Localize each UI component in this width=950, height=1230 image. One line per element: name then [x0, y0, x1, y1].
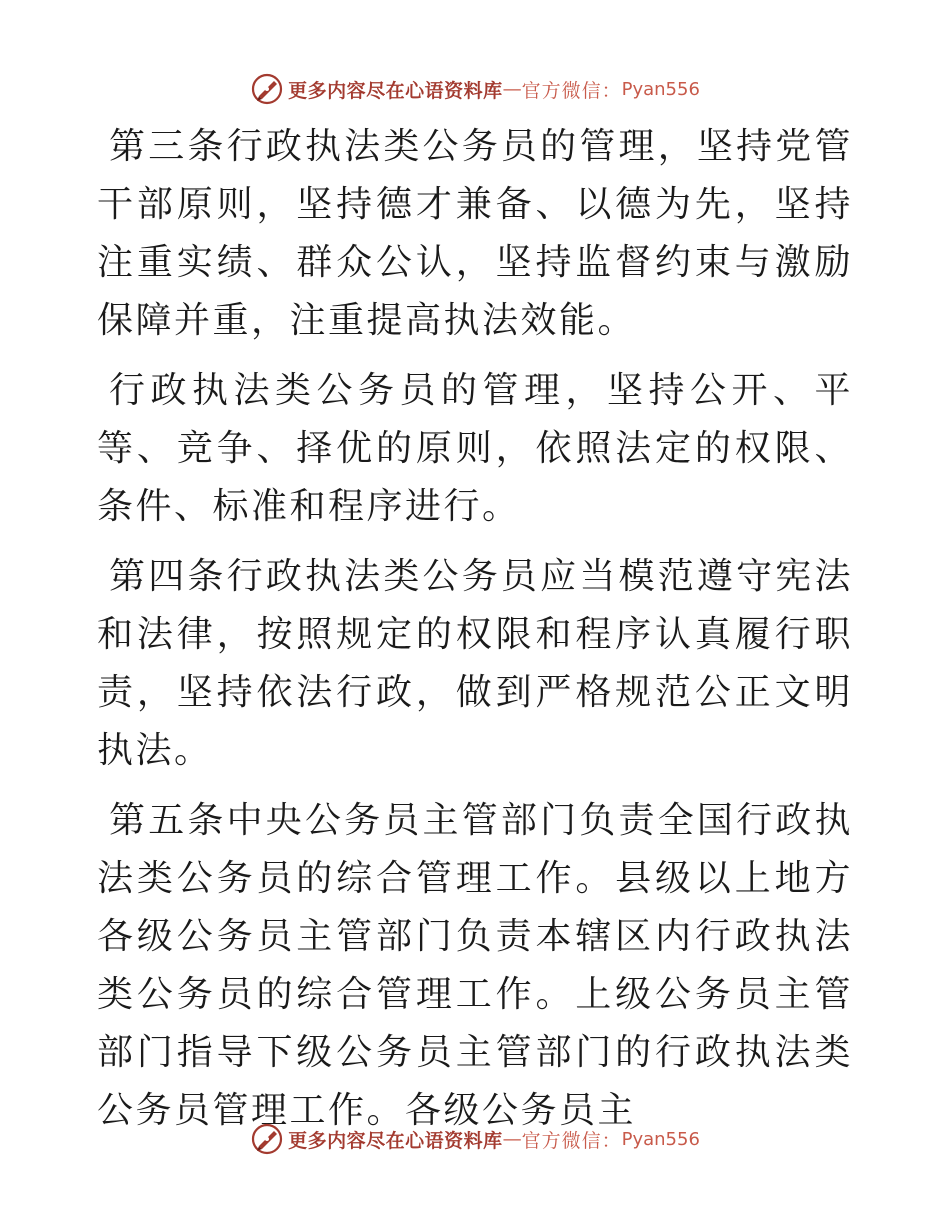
banner-dash: — — [502, 1128, 522, 1150]
banner-brand: 更多内容尽在心语资料库 — [288, 79, 503, 102]
paragraph-article-3: 第三条行政执法类公务员的管理，坚持党管干部原则，坚持德才兼备、以德为先，坚持注重实绩、群众公认，坚持监督约束与激励保障并重，注重提高执法效能。 — [97, 126, 853, 341]
pen-logo-icon — [250, 1122, 284, 1156]
banner-dash: — — [502, 78, 522, 100]
pen-logo-icon — [250, 72, 284, 106]
paragraph-article-5: 第五条中央公务员主管部门负责全国行政执法类公务员的综合管理工作。县级以上地方各级公务员主管部门负责本辖区内行政执法类公务员的综合管理工作。上级公务员主管部门指导下级公务员主管部门的行政执法类公务员管理工作。各级公务员主 — [97, 800, 853, 1131]
paragraph-article-3-cont: 行政执法类公务员的管理，坚持公开、平等、竞争、择优的原则，依照法定的权限、条件、标准和程序进行。 — [97, 370, 853, 527]
banner-contact-id: Pyan556 — [621, 78, 700, 100]
banner-contact-id: Pyan556 — [621, 1128, 700, 1150]
banner-contact-label: 官方微信： — [521, 79, 622, 102]
banner-contact-label: 官方微信： — [521, 1129, 622, 1152]
paragraph-article-4: 第四条行政执法类公务员应当模范遵守宪法和法律，按照规定的权限和程序认真履行职责，坚持依法行政，做到严格规范公正文明执法。 — [97, 556, 853, 771]
footer-banner — [0, 1122, 950, 1156]
document-body — [97, 118, 853, 1152]
banner-brand: 更多内容尽在心语资料库 — [288, 1129, 503, 1152]
header-banner — [0, 72, 950, 106]
